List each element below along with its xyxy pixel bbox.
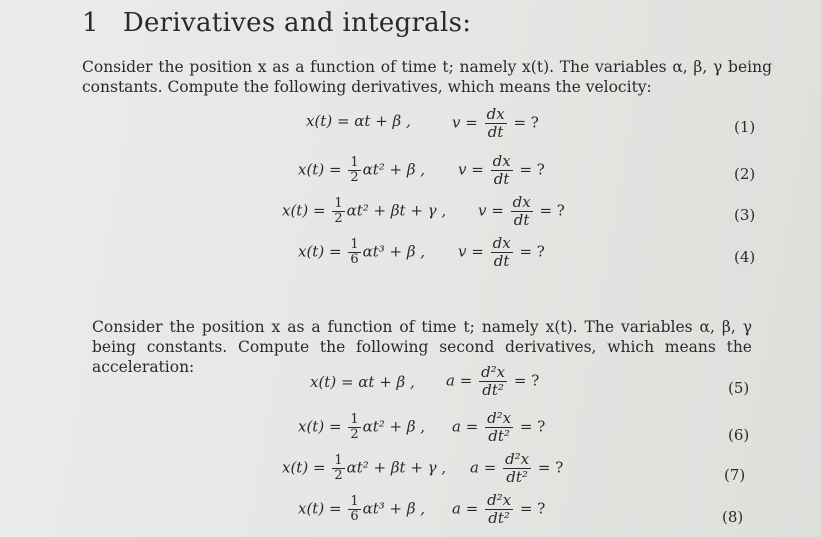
equation-number: (7) bbox=[724, 466, 746, 484]
equation-8-lhs: x(t) = $\frac{1}{6}$ αt³ + β , bbox=[298, 494, 426, 524]
equation-number: (1) bbox=[734, 118, 756, 136]
section-number: 1 bbox=[82, 8, 99, 38]
equation-number: (5) bbox=[728, 379, 750, 397]
equation-1-lhs: x(t) = αt + β , bbox=[306, 112, 411, 130]
equation-7-lhs: x(t) = $\frac{1}{2}$ αt² + βt + γ , bbox=[282, 453, 447, 483]
equation-1-rhs: v = $\frac{dx}{dt}$ = ? bbox=[452, 105, 539, 141]
equation-4-rhs: v = $\frac{dx}{dt}$ = ? bbox=[458, 234, 545, 270]
equation-5-rhs: a = $\frac{\text{d²x}}{\text{dt²}}$ = ? bbox=[446, 363, 540, 399]
equation-2-rhs: v = $\frac{dx}{dt}$ = ? bbox=[458, 152, 545, 188]
equation-number: (2) bbox=[734, 165, 756, 183]
equation-number: (4) bbox=[734, 248, 756, 266]
equation-4-lhs: x(t) = $\frac{1}{6}$ αt³ + β , bbox=[298, 237, 426, 267]
paragraph-acceleration: Consider the position x as a function of time t; namely x(t). The variables α, β, γ being constants. Compute the following second derivatives, which means the acceleration: bbox=[92, 318, 752, 376]
equation-number: (8) bbox=[722, 508, 744, 526]
equation-7-rhs: a = $\frac{\text{d²x}}{\text{dt²}}$ = ? bbox=[470, 450, 564, 486]
equation-5-lhs: x(t) = αt + β , bbox=[310, 373, 415, 391]
section-title: Derivatives and integrals: bbox=[122, 8, 472, 38]
paragraph-velocity: Consider the position x as a function of time t; namely x(t). The variables α, β, γ being constants. Compute the following derivatives, which means the velocity: bbox=[82, 58, 772, 96]
equation-6-rhs: a = $\frac{\text{d²x}}{\text{dt²}}$ = ? bbox=[452, 409, 546, 445]
equation-3-rhs: v = $\frac{dx}{dt}$ = ? bbox=[478, 193, 565, 229]
equation-number: (6) bbox=[728, 426, 750, 444]
equation-8-rhs: a = $\frac{\text{d²x}}{\text{dt²}}$ = ? bbox=[452, 491, 546, 527]
equation-2-lhs: x(t) = $\frac{1}{2}$ αt² + β , bbox=[298, 155, 426, 185]
section-heading bbox=[82, 8, 471, 38]
equation-number: (3) bbox=[734, 206, 756, 224]
equation-6-lhs: x(t) = $\frac{1}{2}$ αt² + β , bbox=[298, 412, 426, 442]
equation-3-lhs: x(t) = $\frac{1}{2}$ αt² + βt + γ , bbox=[282, 196, 447, 226]
